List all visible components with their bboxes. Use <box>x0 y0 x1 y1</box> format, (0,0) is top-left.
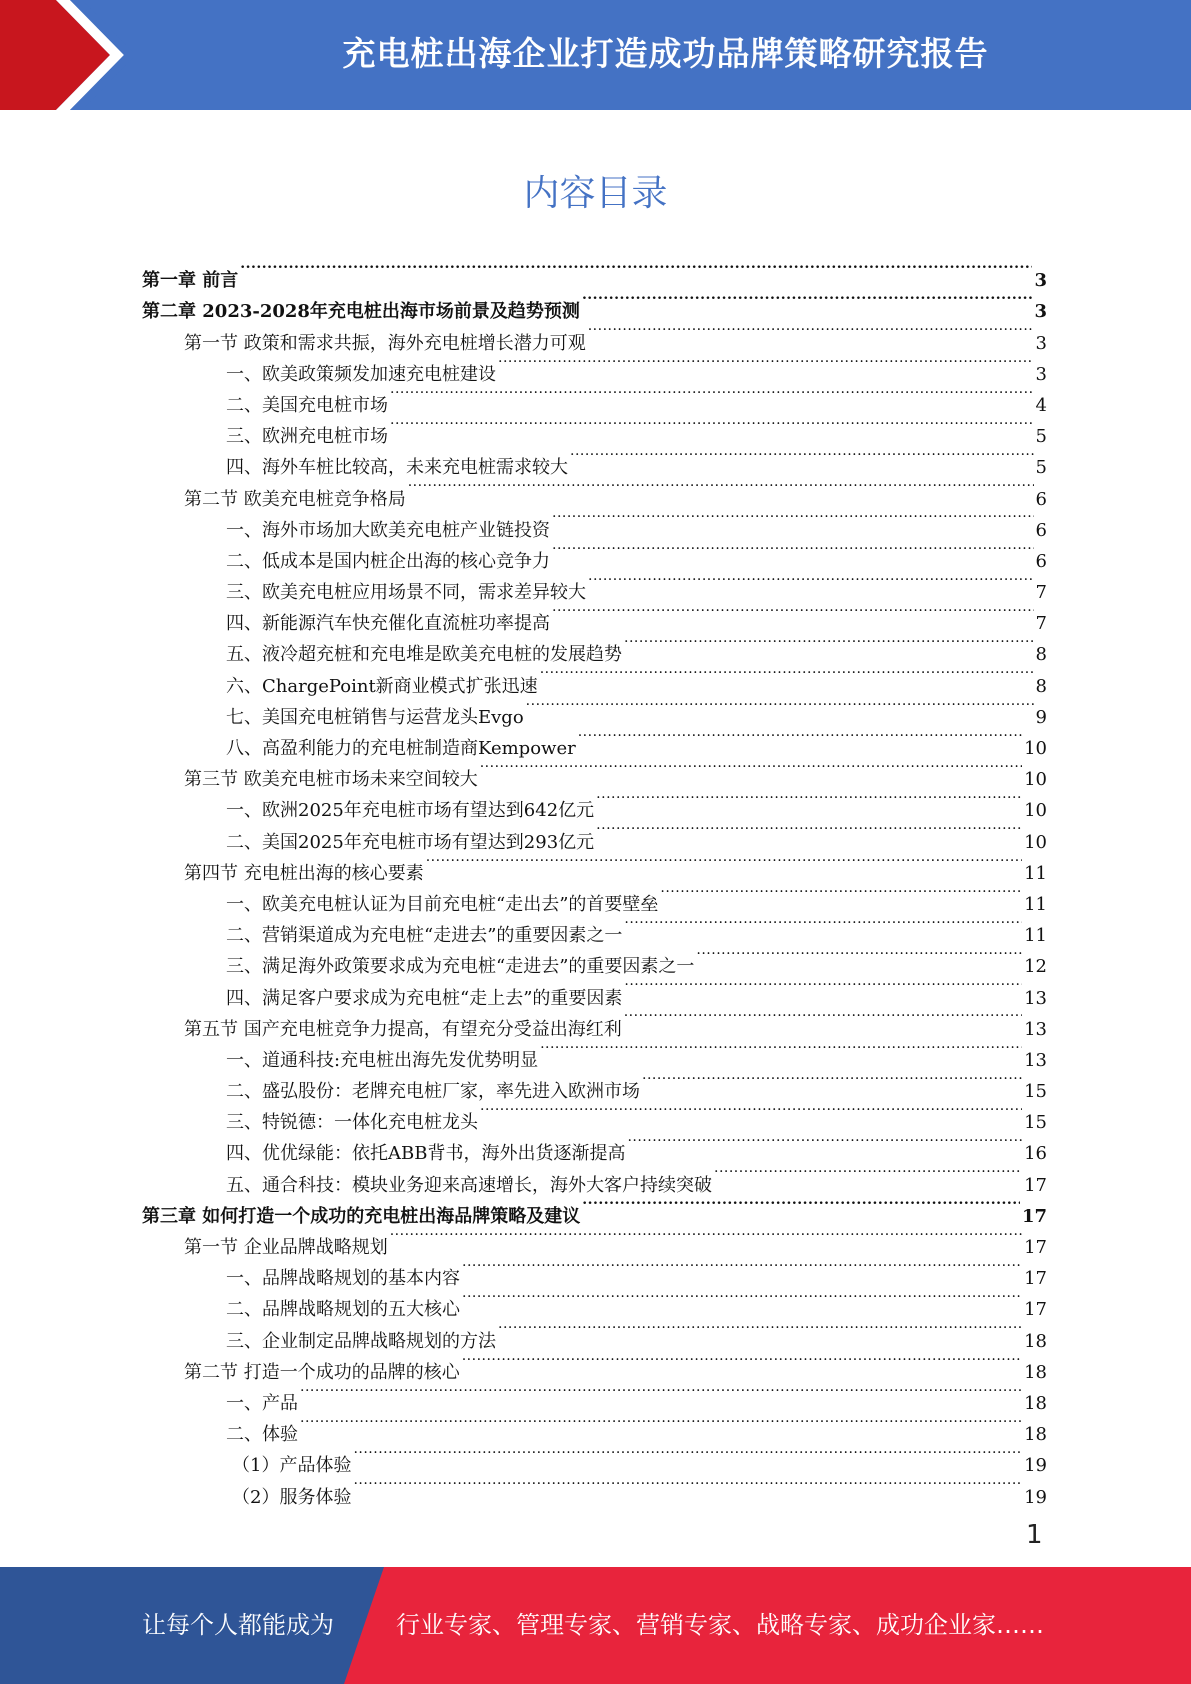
footer-slogan-left: 让每个人都能成为 <box>142 1611 334 1639</box>
toc-entry-page: 18 <box>1024 1392 1047 1414</box>
toc-dot-leader <box>526 692 1034 723</box>
toc-entry-page: 5 <box>1035 457 1047 479</box>
toc-dot-leader <box>660 879 1022 910</box>
toc-dot-leader <box>540 1035 1022 1066</box>
toc-entry[interactable] <box>142 286 1047 323</box>
toc-entry-title: 三、特锐德：一体化充电桩龙头 <box>226 1112 478 1134</box>
toc-dot-leader <box>480 1097 1022 1128</box>
toc-entry-title: 第三章 如何打造一个成功的充电桩出海品牌策略及建议 <box>142 1205 581 1227</box>
toc-entry-page: 7 <box>1035 582 1047 604</box>
toc-entry-page: 9 <box>1035 706 1047 728</box>
toc-dot-leader <box>240 255 1032 286</box>
toc-dot-leader <box>624 972 1022 1003</box>
toc-dot-leader <box>540 660 1034 691</box>
toc-entry-page: 18 <box>1024 1361 1047 1383</box>
toc-entry-title: 第二节 欧美充电桩竞争格局 <box>184 488 406 510</box>
toc-entry-title: （1）产品体验 <box>232 1455 352 1477</box>
toc-entry-page: 3 <box>1034 301 1047 323</box>
toc-entry-page: 8 <box>1035 675 1047 697</box>
toc-entry-page: 17 <box>1024 1299 1047 1321</box>
toc-entry-page: 13 <box>1024 1018 1047 1040</box>
toc-entry-page: 3 <box>1035 363 1047 385</box>
toc-entry-page: 6 <box>1035 488 1047 510</box>
toc-dot-leader <box>462 1347 1022 1378</box>
toc-entry-page: 6 <box>1035 550 1047 572</box>
toc-dot-leader <box>588 317 1034 348</box>
toc-entry-title: 六、ChargePoint新商业模式扩张迅速 <box>226 675 538 697</box>
toc-entry-page: 19 <box>1024 1455 1047 1477</box>
toc-entry-page: 3 <box>1034 270 1047 292</box>
toc-entry-page: 10 <box>1024 800 1047 822</box>
toc-entry-title: 第一节 企业品牌战略规划 <box>184 1237 388 1258</box>
toc-entry-title: 第三节 欧美充电桩市场未来空间较大 <box>184 769 478 791</box>
toc-entry-page: 18 <box>1024 1424 1047 1446</box>
page-number: 1 <box>1026 1520 1043 1550</box>
header-chevron-icon <box>0 0 150 110</box>
toc-entry-page: 4 <box>1035 394 1047 416</box>
toc-dot-leader <box>426 848 1022 879</box>
toc-dot-leader <box>624 910 1022 941</box>
toc-dot-leader <box>570 442 1034 473</box>
toc-dot-leader <box>696 941 1022 972</box>
toc-entry-title: 四、新能源汽车快充催化直流桩功率提高 <box>226 613 550 635</box>
toc-entry-title: 一、欧美政策频发加速充电桩建设 <box>226 363 496 385</box>
toc-dot-leader <box>353 1471 1022 1502</box>
toc-dot-leader <box>552 536 1034 567</box>
toc-entry-title: 四、满足客户要求成为充电桩“走上去”的重要因素 <box>226 987 623 1009</box>
toc-entry-title: 七、美国充电桩销售与运营龙头Evgo <box>226 706 524 728</box>
toc-entry-page: 3 <box>1035 332 1047 354</box>
toc-entry-page: 12 <box>1024 956 1047 978</box>
toc-entry-page: 5 <box>1035 426 1047 448</box>
toc-entry-page: 10 <box>1024 738 1047 759</box>
toc-entry-page: 7 <box>1035 613 1047 635</box>
toc-entry-title: 三、满足海外政策要求成为充电桩“走进去”的重要因素之一 <box>226 956 695 978</box>
toc-dot-leader <box>588 567 1034 598</box>
toc-dot-leader <box>627 1128 1022 1159</box>
toc-entry-page: 11 <box>1024 893 1047 915</box>
toc-dot-leader <box>596 785 1022 816</box>
toc-entry-title: 第二章 2023-2028年充电桩出海市场前景及趋势预测 <box>142 301 580 323</box>
toc-entry-title: 第四节 充电桩出海的核心要素 <box>184 862 424 884</box>
toc-dot-leader <box>624 629 1034 660</box>
table-of-contents <box>142 255 1047 1508</box>
toc-entry-page: 15 <box>1024 1112 1047 1134</box>
report-title: 充电桩出海企业打造成功品牌策略研究报告 <box>342 34 989 73</box>
toc-entry-title: 三、欧美充电桩应用场景不同，需求差异较大 <box>226 582 586 604</box>
toc-entry-page: 11 <box>1024 862 1047 884</box>
toc-dot-leader <box>390 411 1034 442</box>
toc-entry-title: 一、欧洲2025年充电桩市场有望达到642亿元 <box>226 800 595 822</box>
toc-entry-title: 八、高盈利能力的充电桩制造商Kempower <box>226 738 576 759</box>
toc-entry-page: 15 <box>1024 1081 1047 1103</box>
toc-dot-leader <box>390 1222 1022 1253</box>
toc-dot-leader <box>624 1004 1022 1035</box>
toc-entry-title: 一、道通科技:充电桩出海先发优势明显 <box>226 1049 539 1071</box>
toc-entry-title: 三、欧洲充电桩市场 <box>226 426 388 448</box>
toc-entry-title: 四、优优绿能：依托ABB背书，海外出货逐渐提高 <box>226 1143 626 1165</box>
toc-entry-title: 一、欧美充电桩认证为目前充电桩“走出去”的首要壁垒 <box>226 893 659 915</box>
toc-dot-leader <box>714 1159 1022 1190</box>
toc-dot-leader <box>353 1440 1022 1471</box>
toc-entry-title: 第二节 打造一个成功的品牌的核心 <box>184 1361 460 1383</box>
toc-dot-leader <box>462 1284 1022 1315</box>
toc-entry-page: 13 <box>1024 1049 1047 1071</box>
toc-entry[interactable] <box>142 255 1047 292</box>
toc-entry-title: 五、液冷超充桩和充电堆是欧美充电桩的发展趋势 <box>226 644 622 666</box>
toc-entry-page: 6 <box>1035 519 1047 541</box>
toc-dot-leader <box>462 1253 1022 1284</box>
toc-entry-title: 一、海外市场加大欧美充电桩产业链投资 <box>226 519 550 541</box>
toc-dot-leader <box>300 1378 1022 1409</box>
toc-entry-page: 18 <box>1024 1330 1047 1352</box>
toc-entry-page: 17 <box>1024 1237 1047 1258</box>
toc-entry-page: 19 <box>1024 1486 1047 1508</box>
toc-entry-title: 二、美国2025年充电桩市场有望达到293亿元 <box>226 831 595 853</box>
toc-dot-leader <box>642 1066 1022 1097</box>
footer-slogan-right: 行业专家、管理专家、营销专家、战略专家、成功企业家…… <box>396 1611 1044 1639</box>
toc-entry-page: 10 <box>1024 831 1047 853</box>
toc-entry-title: 二、品牌战略规划的五大核心 <box>226 1299 460 1321</box>
toc-entry-page: 8 <box>1035 644 1047 666</box>
toc-entry-title: 二、营销渠道成为充电桩“走进去”的重要因素之一 <box>226 925 623 947</box>
toc-dot-leader <box>300 1409 1022 1440</box>
toc-dot-leader <box>582 286 1033 317</box>
toc-entry-title: 二、低成本是国内桩企出海的核心竞争力 <box>226 550 550 572</box>
toc-entry-page: 17 <box>1021 1205 1047 1227</box>
report-header <box>0 0 1191 110</box>
toc-entry-title: 四、海外车桩比较高，未来充电桩需求较大 <box>226 457 568 479</box>
toc-dot-leader <box>552 505 1034 536</box>
toc-entry-title: 一、品牌战略规划的基本内容 <box>226 1268 460 1290</box>
toc-entry-title: 二、美国充电桩市场 <box>226 394 388 416</box>
toc-entry-title: 五、通合科技：模块业务迎来高速增长，海外大客户持续突破 <box>226 1174 712 1196</box>
toc-dot-leader <box>498 1315 1022 1346</box>
toc-dot-leader <box>498 349 1034 380</box>
toc-entry-title: 第五节 国产充电桩竞争力提高，有望充分受益出海红利 <box>184 1018 622 1040</box>
toc-entry-title: （2）服务体验 <box>232 1486 352 1508</box>
toc-entry-page: 16 <box>1024 1143 1047 1165</box>
toc-dot-leader <box>582 1191 1020 1222</box>
toc-entry-page: 17 <box>1024 1268 1047 1290</box>
footer-banner <box>0 1567 1191 1684</box>
toc-entry-title: 三、企业制定品牌战略规划的方法 <box>226 1330 496 1352</box>
toc-dot-leader <box>480 754 1022 785</box>
toc-entry-title: 第一章 前言 <box>142 270 239 292</box>
toc-dot-leader <box>578 723 1022 754</box>
toc-entry-page: 10 <box>1024 769 1047 791</box>
toc-entry-title: 第一节 政策和需求共振，海外充电桩增长潜力可观 <box>184 332 586 354</box>
toc-entry-page: 13 <box>1024 987 1047 1009</box>
toc-dot-leader <box>408 473 1034 504</box>
toc-dot-leader <box>552 598 1034 629</box>
toc-entry-page: 11 <box>1024 925 1047 947</box>
toc-heading: 内容目录 <box>523 173 668 214</box>
toc-entry-title: 二、体验 <box>226 1424 298 1446</box>
toc-dot-leader <box>390 380 1034 411</box>
toc-dot-leader <box>596 816 1022 847</box>
toc-entry-title: 一、产品 <box>226 1392 298 1414</box>
toc-entry-page: 17 <box>1024 1174 1047 1196</box>
toc-entry-title: 二、盛弘股份：老牌充电桩厂家，率先进入欧洲市场 <box>226 1081 640 1103</box>
